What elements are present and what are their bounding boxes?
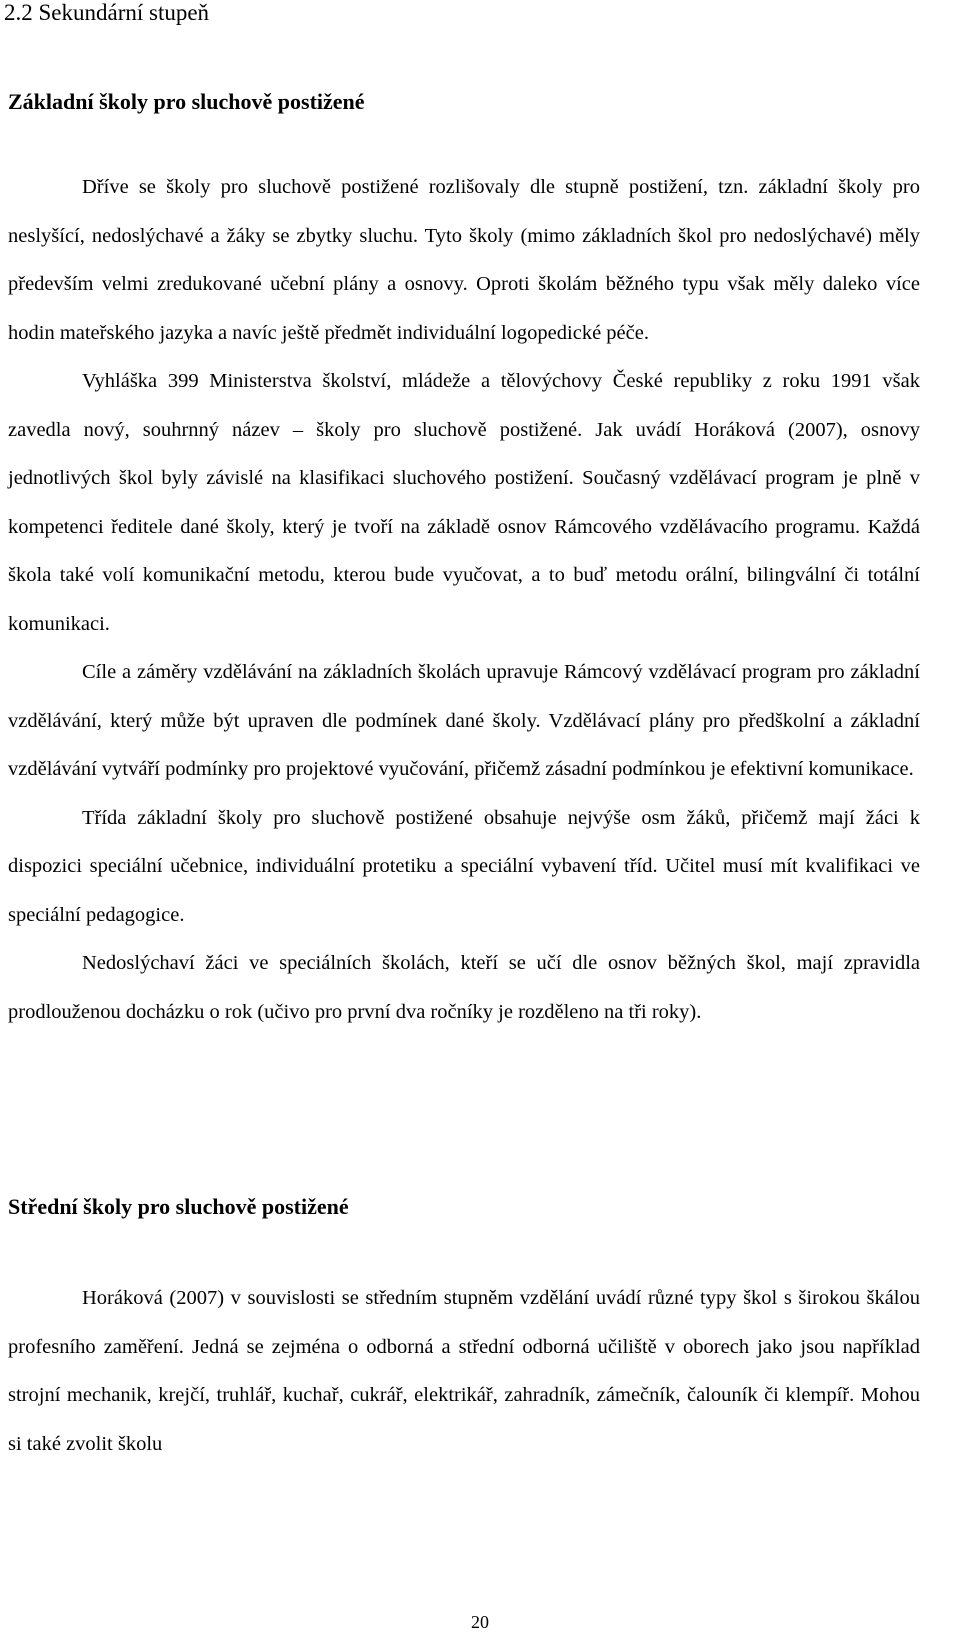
paragraph: Dříve se školy pro sluchově postižené rozlišovaly dle stupně postižení, tzn. základní školy pro neslyšící, nedoslýchavé a žáky se zbytky sluchu. Tyto školy (mimo základních škol pro nedoslýchavé) měly především velmi zredukované učební plány a osnovy. Oproti školám běžného typu však měly daleko více hodin mateřského jazyka a navíc ještě předmět individuální logopedické péče. — [8, 176, 920, 344]
paragraph: Cíle a záměry vzdělávání na základních školách upravuje Rámcový vzdělávací program pro základní vzdělávání, který může být upraven dle podmínek dané školy. Vzdělávací plány pro předškolní a základní vzdělávání vytváří podmínky pro projektové vyučování, přičemž zásadní podmínkou je efektivní komunikace. — [8, 661, 920, 780]
page-number: 20 — [471, 1612, 489, 1632]
paragraph: Horáková (2007) v souvislosti se středním stupněm vzdělání uvádí různé typy škol s širokou škálou profesního zaměření. Jedná se zejména o odborná a střední odborná učiliště v oborech jako jsou například strojní mechanik, krejčí, truhlář, kuchař, cukrář, elektrikář, zahradník, zámečník, čalouník či klempíř. Mohou si také zvolit školu — [8, 1287, 920, 1455]
paragraph: Vyhláška 399 Ministerstva školství, mládeže a tělovýchovy České republiky z roku 1991 však zavedla nový, souhrnný název – školy pro sluchově postižené. Jak uvádí Horáková (2007), osnovy jednotlivých škol byly závislé na klasifikaci sluchového postižení. Současný vzdělávací program je plně v kompetenci ředitele dané školy, který je tvoří na základě osnov Rámcového vzdělávacího programu. Každá škola také volí komunikační metodu, kterou bude vyučovat, a to buď metodu orální, bilingvální či totální komunikaci. — [8, 370, 920, 635]
subsection-heading-primary-schools: Základní školy pro sluchově postižené — [8, 89, 365, 114]
primary-schools-body — [8, 163, 920, 1036]
subsection-heading-secondary-schools: Střední školy pro sluchově postižené — [8, 1194, 349, 1219]
paragraph: Třída základní školy pro sluchově postižené obsahuje nejvýše osm žáků, přičemž mají žáci k dispozici speciální učebnice, individuální protetiku a speciální vybavení tříd. Učitel musí mít kvalifikaci ve speciální pedagogice. — [8, 806, 920, 926]
section-heading: 2.2 Sekundární stupeň — [4, 0, 210, 25]
secondary-schools-body — [8, 1274, 920, 1468]
paragraph: Nedoslýchaví žáci ve speciálních školách, kteří se učí dle osnov běžných škol, mají zpravidla prodlouženou docházku o rok (učivo pro první dva ročníky je rozděleno na tři roky). — [8, 952, 920, 1023]
